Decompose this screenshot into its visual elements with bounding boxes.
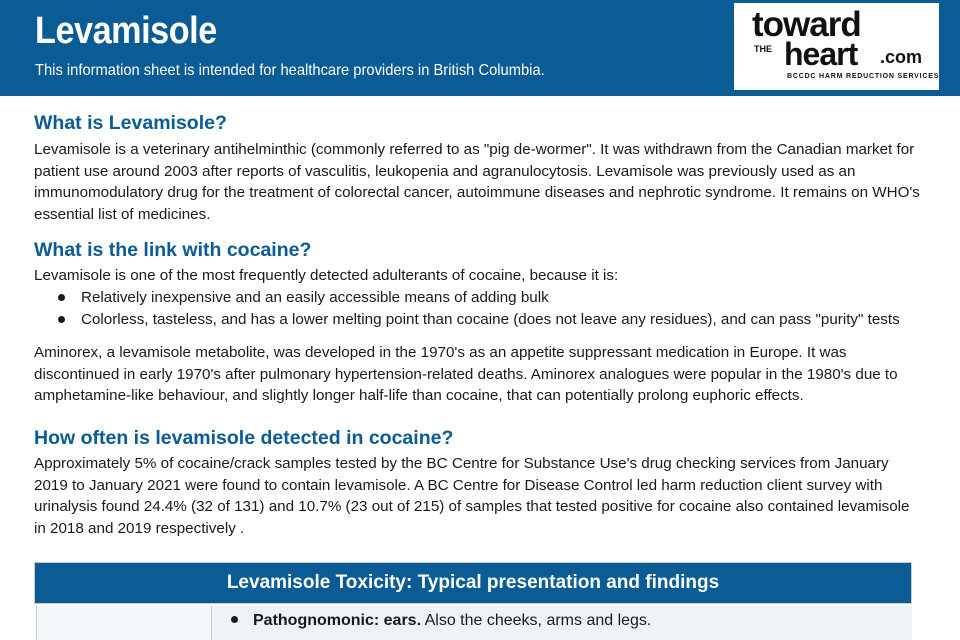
toxicity-table-label-cell	[37, 606, 212, 640]
toxicity-finding-text: Also the cheeks, arms and legs.	[421, 612, 652, 629]
heading-how-often-detected: How often is levamisole detected in cocaine?	[34, 427, 454, 449]
toward-the-heart-logo[interactable]	[734, 3, 939, 90]
paragraph-link-intro: Levamisole is one of the most frequently detected adulterants of cocaine, because it is:	[34, 267, 619, 284]
bullet-icon	[58, 316, 65, 323]
list-item	[34, 287, 924, 309]
adulterant-reasons-list	[34, 287, 924, 330]
list-item	[34, 309, 924, 331]
bullet-icon	[58, 294, 65, 301]
list-item-text: Relatively inexpensive and an easily accessible means of adding bulk	[81, 289, 549, 306]
page-title: Levamisole	[35, 10, 217, 52]
toxicity-finding-bold: Pathognomonic: ears.	[253, 612, 422, 629]
bullet-icon	[231, 616, 238, 623]
page-subtitle: This information sheet is intended for healthcare providers in British Columbia.	[35, 62, 545, 79]
toxicity-table-row	[36, 606, 912, 640]
heading-link-with-cocaine: What is the link with cocaine?	[34, 239, 312, 261]
logo-toward-text: toward	[752, 5, 861, 44]
logo-com-text: .com	[880, 47, 923, 67]
paragraph-aminorex: Aminorex, a levamisole metabolite, was developed in the 1970's as an appetite suppressant medication in Europe. It was discontinued in early 1970's after pulmonary hypertension-related deaths. Aminorex analogues were popular in the 1980's due to amphetamine-like behaviour, and slightly longer half-life than cocaine, that can potentially prolong euphoric effects.	[34, 344, 898, 404]
logo-services-text: BCCDC HARM REDUCTION SERVICES	[787, 73, 940, 80]
heading-what-is-levamisole: What is Levamisole?	[34, 112, 227, 134]
paragraph-what-is-levamisole: Levamisole is a veterinary antihelminthic (commonly referred to as "pig de-wormer". It was withdrawn from the Canadian market for patient use around 2003 after reports of vasculitis, leukopenia and agranulocytosis. Levamisole was previously used as an immunomodulatory drug for the treatment of colorectal cancer, autoimmune diseases and nephrotic syndrome. It remains on WHO's essential list of medicines.	[34, 141, 920, 223]
paragraph-detection-rates: Approximately 5% of cocaine/crack samples tested by the BC Centre for Substance Use's drug checking services from January 2019 to January 2021 were found to contain levamisole. A BC Centre for Disease Control led harm reduction client survey with urinalysis found 24.4% (32 of 131) and 10.7% (23 out of 215) of samples that tested positive for cocaine also contained levamisole in 2018 and 2019 respectively .	[34, 455, 910, 537]
logo-the-text: THE	[754, 44, 772, 54]
header-banner	[0, 0, 960, 96]
list-item-text: Colorless, tasteless, and has a lower melting point than cocaine (does not leave any residues), and can pass "purity" tests	[81, 310, 900, 328]
toxicity-finding-ears	[253, 610, 651, 632]
logo-heart-text: heart	[784, 36, 858, 72]
toxicity-table-title: Levamisole Toxicity: Typical presentation and findings	[34, 562, 912, 604]
